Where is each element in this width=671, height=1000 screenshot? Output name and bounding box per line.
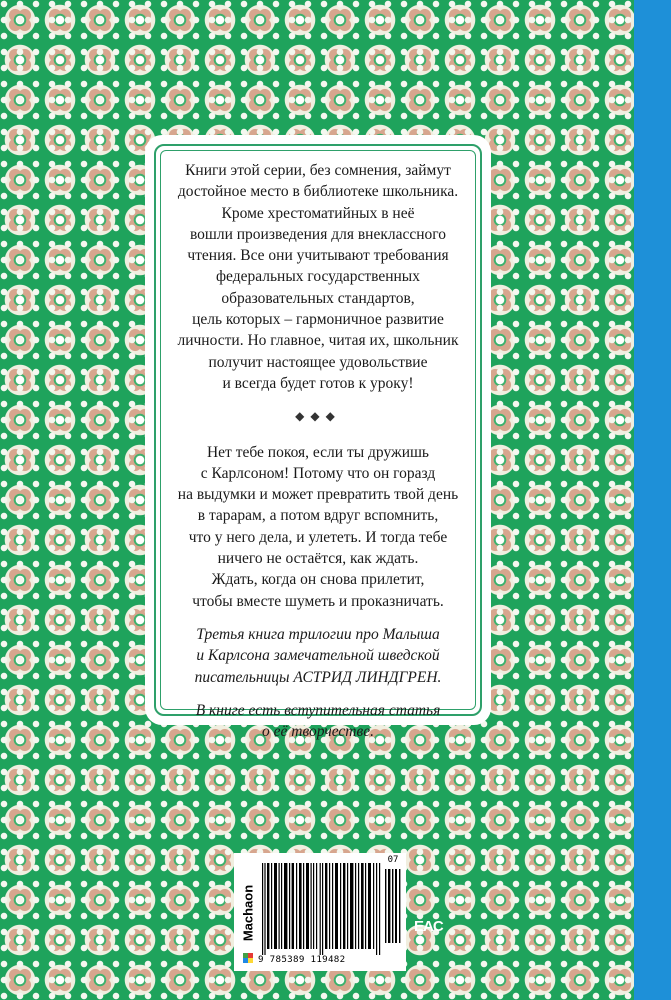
- series-description: Книги этой серии, без сомнения, займут достойное место в библиотеке школьника. Кроме хрестоматийных в неё вошли произведения для внеклассного чтения. Все они учитывают требования федеральных государственных образовательных стандартов, цель которых – гармоничное развитие личности. Но главное, читая их, школьник получит настоящее удовольствие и всегда будет готов к уроку!: [177, 162, 459, 392]
- intro-article-note: В книге есть вступительная статья о её творчестве.: [195, 701, 441, 741]
- description-panel: [148, 138, 488, 741]
- eac-certification-mark: EAC: [414, 918, 443, 935]
- trilogy-note: Третья книга трилогии про Малыша и Карлсона замечательной шведской писательницы АСТРИД ЛИНДГРЕН.: [194, 625, 442, 686]
- barcode-label: [234, 853, 406, 971]
- isbn-barcode: [262, 863, 382, 955]
- addon-barcode: [384, 863, 402, 943]
- story-description: Нет тебе покоя, если ты дружишь с Карлсоном! Потому что он горазд на выдумки и может превратить твой день в тарарам, а потом вдруг вспомнить, что у него дела, и улететь. И тогда тебе ничего не остаётся, как ждать. Ждать, когда он снова прилетит, чтобы вместе шуметь и проказничать.: [177, 443, 459, 610]
- description-text: [166, 160, 470, 754]
- isbn-digits: 9 785389 119482: [258, 954, 346, 965]
- publisher-mark-icon: [243, 953, 253, 963]
- addon-number: 07: [387, 855, 399, 865]
- spine-strip: [634, 0, 671, 1000]
- publisher-name: Machaon: [240, 884, 256, 942]
- ornament-divider: ◆◆◆: [295, 409, 341, 424]
- publisher-logo: [238, 861, 258, 965]
